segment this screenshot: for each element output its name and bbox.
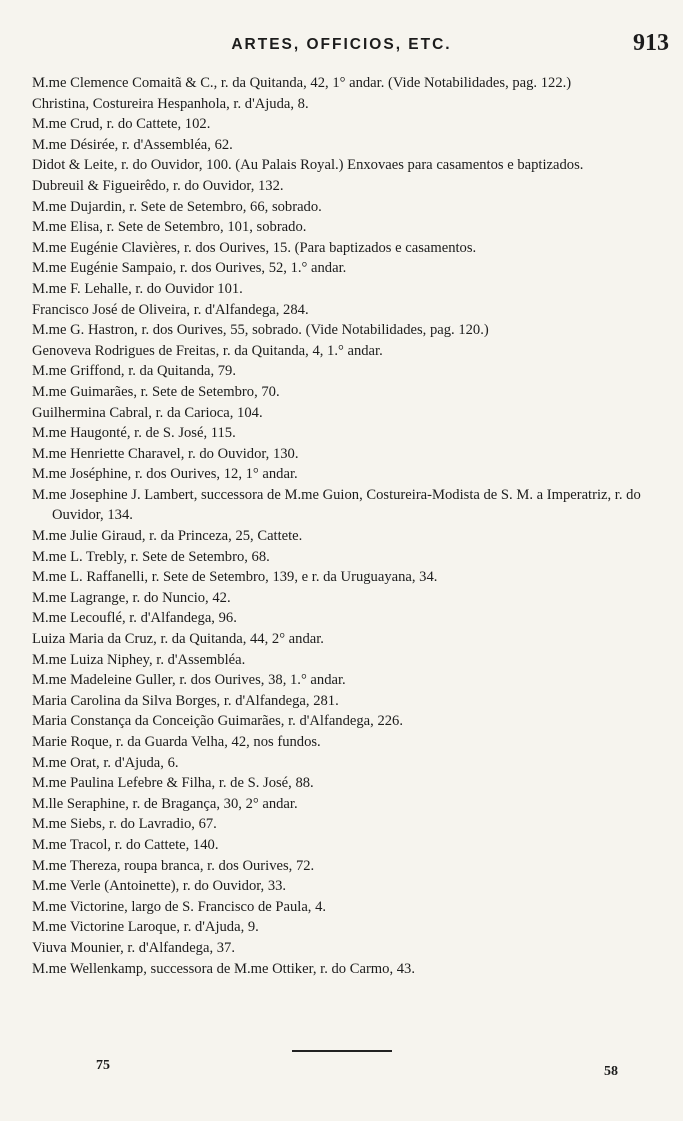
signature-mark-left: 75 [96, 1058, 110, 1073]
directory-entry: M.me L. Trebly, r. Sete de Setembro, 68. [32, 548, 270, 565]
directory-entry: M.me Madeleine Guller, r. dos Ourives, 38, 1.° andar. [32, 672, 346, 689]
directory-entry: Genoveva Rodrigues de Freitas, r. da Quitanda, 4, 1.° andar. [32, 342, 383, 359]
directory-entry: M.me Siebs, r. do Lavradio, 67. [32, 816, 217, 833]
directory-entry: Guilhermina Cabral, r. da Carioca, 104. [32, 404, 263, 421]
directory-entry: M.me Crud, r. do Cattete, 102. [32, 116, 211, 133]
directory-entry: Maria Constança da Conceição Guimarães, r. d'Alfandega, 226. [32, 713, 403, 730]
directory-entry: M.me Verle (Antoinette), r. do Ouvidor, 33. [32, 878, 287, 895]
directory-entry: M.me Lagrange, r. do Nuncio, 42. [32, 589, 231, 606]
directory-entry: M.me Orat, r. d'Ajuda, 6. [32, 754, 179, 771]
directory-entry: M.me Henriette Charavel, r. do Ouvidor, 130. [32, 445, 299, 462]
running-header-title: ARTES, OFFICIOS, ETC. [231, 36, 452, 53]
directory-entry: M.me Julie Giraud, r. da Princeza, 25, Cattete. [32, 528, 303, 545]
directory-entry: Luiza Maria da Cruz, r. da Quitanda, 44, 2° andar. [32, 631, 324, 648]
directory-entry: Dubreuil & Figueirêdo, r. do Ouvidor, 132. [32, 177, 284, 194]
directory-entry: M.me L. Raffanelli, r. Sete de Setembro, 139, e r. da Uruguayana, 34. [32, 569, 438, 586]
page-number: 913 [633, 30, 669, 56]
directory-entry: Christina, Costureira Hespanhola, r. d'Ajuda, 8. [32, 95, 309, 112]
directory-entry: M.me F. Lehalle, r. do Ouvidor 101. [32, 280, 243, 297]
directory-entry: M.me Victorine, largo de S. Francisco de Paula, 4. [32, 898, 327, 915]
directory-entry: M.me Guimarães, r. Sete de Setembro, 70. [32, 383, 280, 400]
directory-entry: M.me Clemence Comaitã & C., r. da Quitanda, 42, 1° andar. (Vide Notabilidades, pag. 122.) [32, 75, 572, 91]
directory-entry: M.me Désirée, r. d'Assembléa, 62. [32, 136, 233, 153]
footer-rule [292, 1050, 392, 1052]
signature-mark-right: 58 [604, 1064, 618, 1079]
directory-entry: M.me G. Hastron, r. dos Ourives, 55, sobrado. (Vide Notabilidades, pag. 120.) [32, 322, 489, 339]
directory-entry: M.me Victorine Laroque, r. d'Ajuda, 9. [32, 919, 259, 936]
directory-entry: Didot & Leite, r. do Ouvidor, 100. (Au Palais Royal.) Enxovaes para casamentos e baptizados. [32, 157, 584, 174]
directory-entry: M.me Luiza Niphey, r. d'Assembléa. [32, 651, 246, 668]
directory-entry: M.me Eugénie Clavières, r. dos Ourives, 15. (Para baptizados e casamentos. [32, 239, 477, 256]
directory-entry: M.me Thereza, roupa branca, r. dos Ourives, 72. [32, 857, 315, 874]
directory-entry: M.me Wellenkamp, successora de M.me Ottiker, r. do Carmo, 43. [32, 960, 415, 977]
directory-entry: M.me Josephine J. Lambert, successora de M.me Guion, Costureira-Modista de S. M. a Imperatriz, r. do Ouvidor, 134. [32, 486, 641, 524]
directory-entry: Maria Carolina da Silva Borges, r. d'Alfandega, 281. [32, 692, 339, 709]
directory-entry: M.me Dujardin, r. Sete de Setembro, 66, sobrado. [32, 198, 322, 215]
directory-entry-list [32, 73, 672, 979]
directory-entry: M.me Lecouflé, r. d'Alfandega, 96. [32, 610, 237, 627]
directory-entry: M.me Eugénie Sampaio, r. dos Ourives, 52, 1.° andar. [32, 260, 347, 277]
directory-entry: Francisco José de Oliveira, r. d'Alfandega, 284. [32, 301, 309, 318]
directory-entry: M.me Tracol, r. do Cattete, 140. [32, 836, 219, 853]
directory-entry: M.me Elisa, r. Sete de Setembro, 101, sobrado. [32, 219, 307, 236]
directory-entry: M.lle Seraphine, r. de Bragança, 30, 2° andar. [32, 795, 298, 812]
directory-entry: M.me Joséphine, r. dos Ourives, 12, 1° andar. [32, 466, 298, 483]
directory-entry: M.me Haugonté, r. de S. José, 115. [32, 425, 236, 442]
directory-entry: M.me Paulina Lefebre & Filha, r. de S. José, 88. [32, 775, 314, 792]
directory-entry: Viuva Mounier, r. d'Alfandega, 37. [32, 939, 236, 956]
directory-entry: M.me Griffond, r. da Quitanda, 79. [32, 363, 237, 380]
directory-entry: Marie Roque, r. da Guarda Velha, 42, nos fundos. [32, 734, 321, 750]
